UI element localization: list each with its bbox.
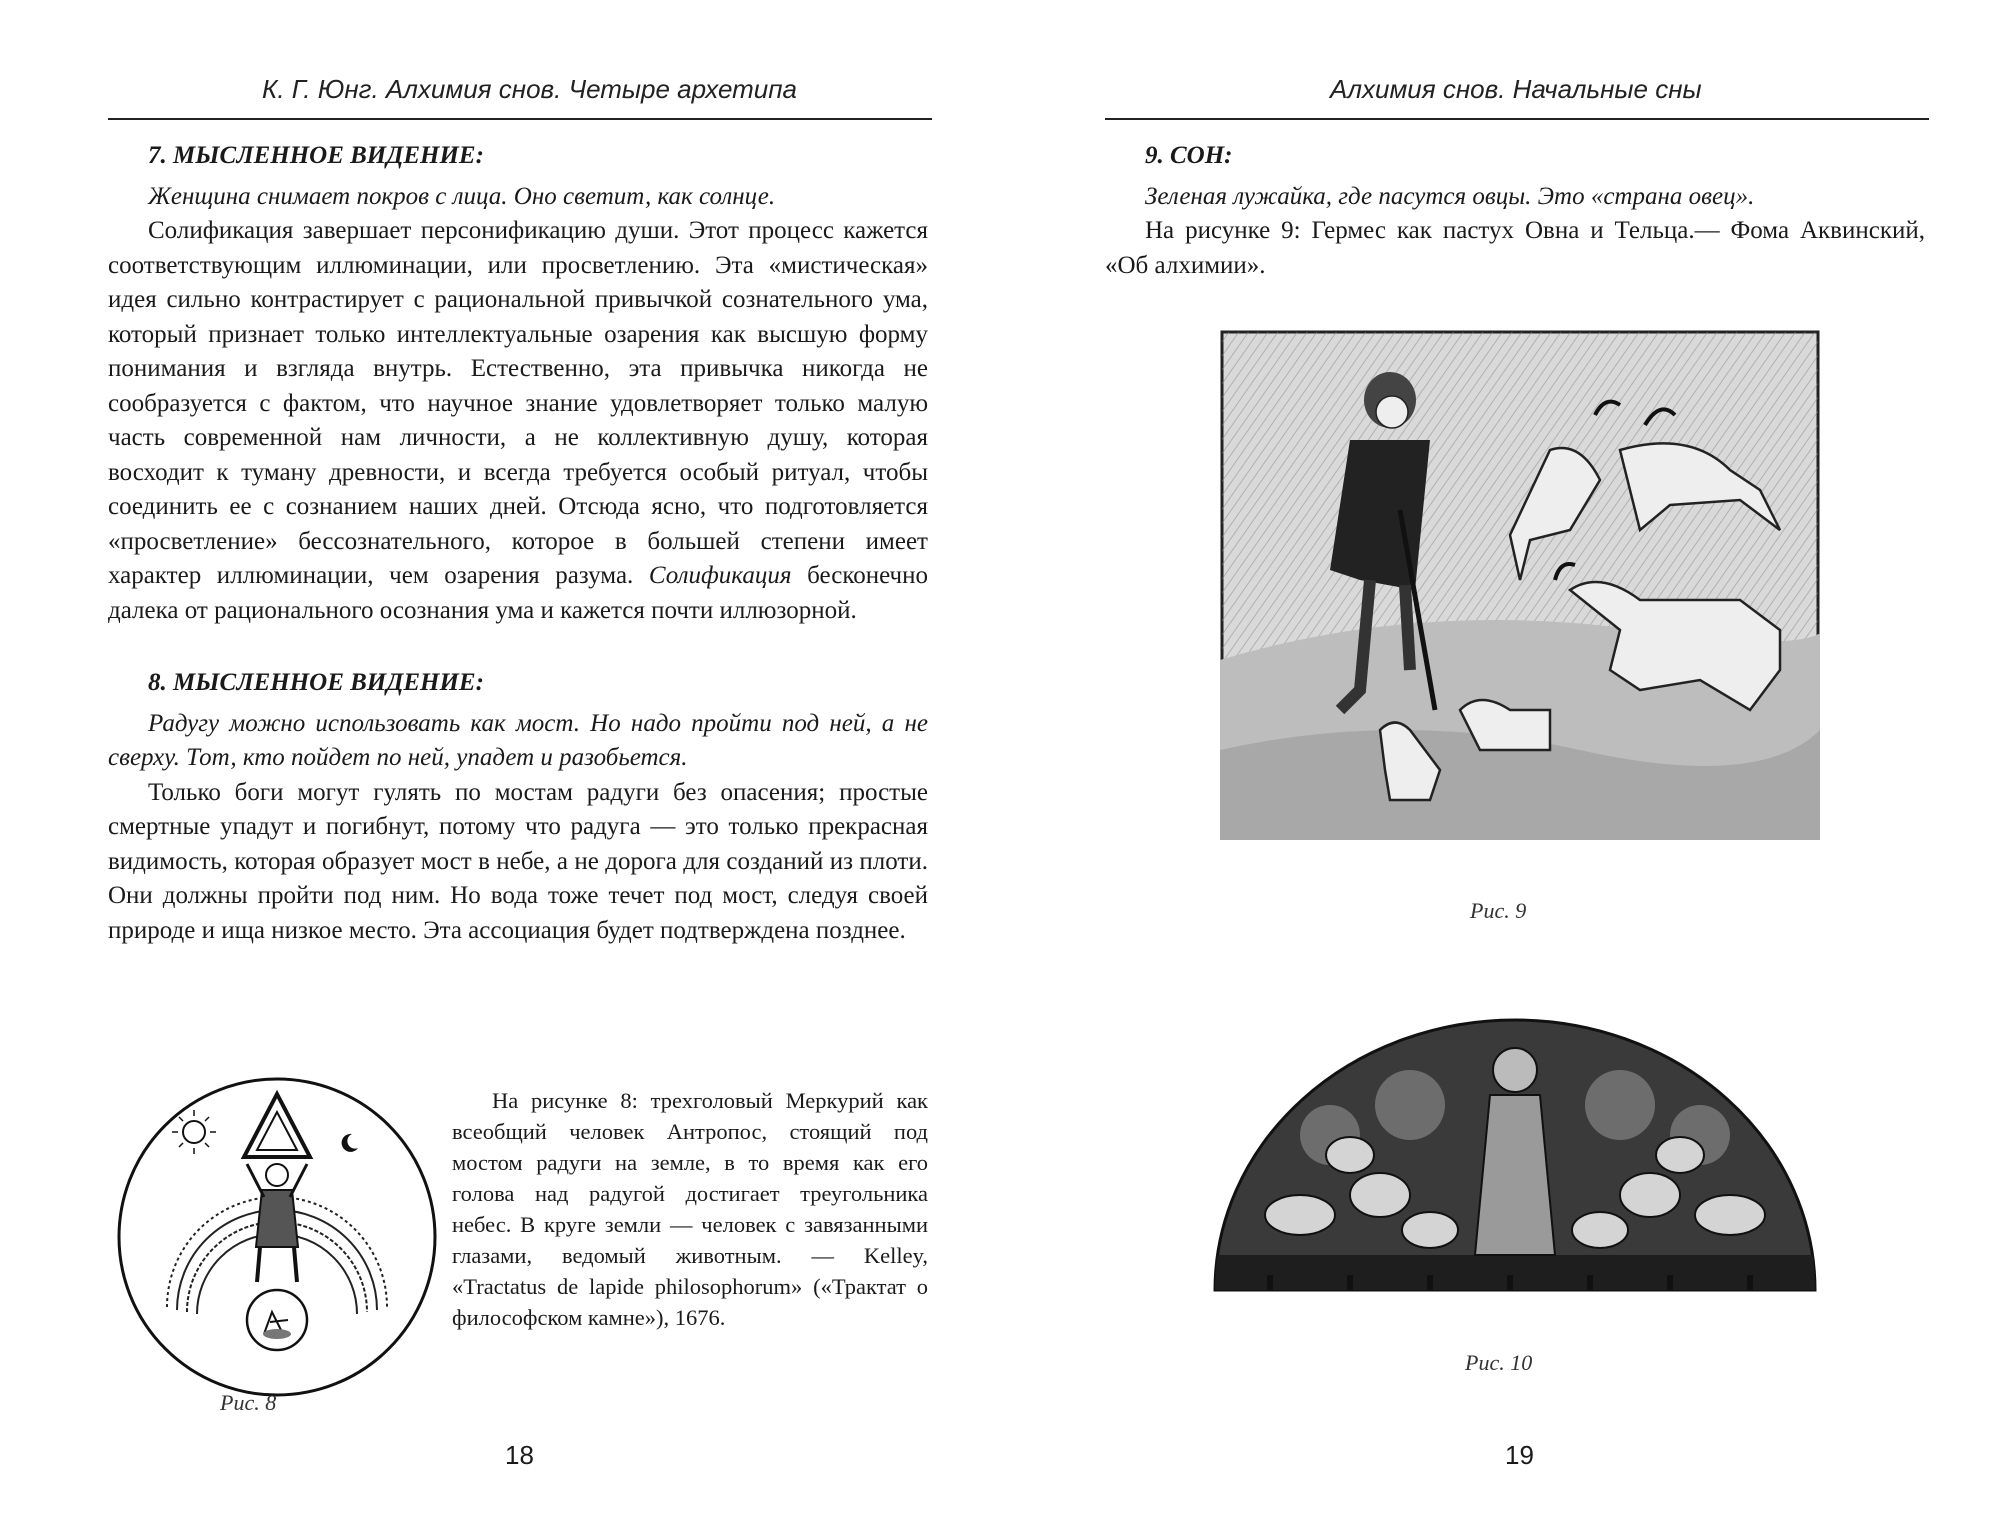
figure-10-label: Рис. 10 bbox=[1465, 1350, 1533, 1375]
figure-9-illustration bbox=[1220, 330, 1820, 840]
page-number-right: 19 bbox=[1505, 1440, 1534, 1470]
figure-8-label: Рис. 8 bbox=[220, 1390, 277, 1415]
section-8-vision: Радугу можно использовать как мост. Но надо пройти под ней, а не сверху. Тот, кто пойдет по ней, упадет и разобьется. bbox=[108, 709, 928, 771]
page-number-left: 18 bbox=[505, 1440, 534, 1470]
figure-8-caption-text: На рисунке 8: трехголовый Меркурий как всеобщий человек Антропос, стоящий под мостом радуги на земле, в то время как его голова над радугой достигает треугольника небес. В круге земли — человек с завязанными глазами, ведомый животным. — Kelley, «Tractatus de lapide philosophorum» («Трактат о философском камне»), 1676. bbox=[452, 1088, 928, 1330]
figure-10-illustration bbox=[1210, 1015, 1820, 1295]
section-7-text-end: бесконечно далека от рационального осознания ума и кажется почти иллюзорной. bbox=[108, 562, 928, 624]
section-9-vision: Зеленая лужайка, где пасутся овцы. Это «страна овец». bbox=[1145, 182, 1755, 210]
figure-8-illustration bbox=[112, 1072, 442, 1402]
section-7-italic-word: Солификация bbox=[648, 562, 792, 589]
figure-9-label: Рис. 9 bbox=[1470, 898, 1527, 923]
section-8-title: 8. МЫСЛЕННОЕ ВИДЕНИЕ: bbox=[148, 669, 484, 696]
running-head-right: Алхимия снов. Начальные сны bbox=[1330, 74, 1702, 104]
section-7-title: 7. МЫСЛЕННОЕ ВИДЕНИЕ: bbox=[148, 142, 484, 169]
section-7-paragraph bbox=[108, 214, 928, 628]
running-head-left: К. Г. Юнг. Алхимия снов. Четыре архетипа bbox=[262, 74, 797, 104]
section-9-title: 9. СОН: bbox=[1145, 142, 1233, 169]
header-rule-right bbox=[1105, 118, 1929, 120]
right-page bbox=[1000, 0, 2000, 1524]
section-8-paragraph: Только боги могут гулять по мостам радуги без опасения; простые смертные упадут и погибнут, потому что радуга — это только прекрасная видимость, которая образует мост в небе, а не дорога для созданий из плоти. Они должны пройти под ним. Но вода тоже течет под мост, следуя своей природе и ища низкое место. Эта ассоциация будет подтверждена позднее. bbox=[108, 778, 928, 944]
header-rule-left bbox=[108, 118, 932, 120]
left-text-column bbox=[108, 139, 928, 948]
right-text-column bbox=[1105, 139, 1925, 283]
section-9-paragraph: На рисунке 9: Гермес как пастух Овна и Тельца.— Фома Аквинский, «Об алхимии». bbox=[1105, 217, 1925, 279]
section-7-text: Солификация завершает персонификацию души. Этот процесс кажется соответствующим иллюминации, или просветлению. Эта «мистическая» идея сильно контрастирует с рациональной привычкой сознательного ума, который признает только интеллектуальные озарения как высшую форму понимания и взгляда внутрь. Естественно, эта привычка никогда не сообразуется с фактом, что научное знание удовлетворяет только малую часть современной нам личности, а не коллективную душу, которая восходит к туману древности, и всегда требуется особый ритуал, чтобы соединить ее с сознанием наших дней. Отсюда ясно, что подготовляется «просветление» бессознательного, которое в большей степени имеет характер иллюминации, чем озарения разума. bbox=[108, 217, 928, 589]
section-7-vision: Женщина снимает покров с лица. Оно светит, как солнце. bbox=[148, 182, 776, 210]
